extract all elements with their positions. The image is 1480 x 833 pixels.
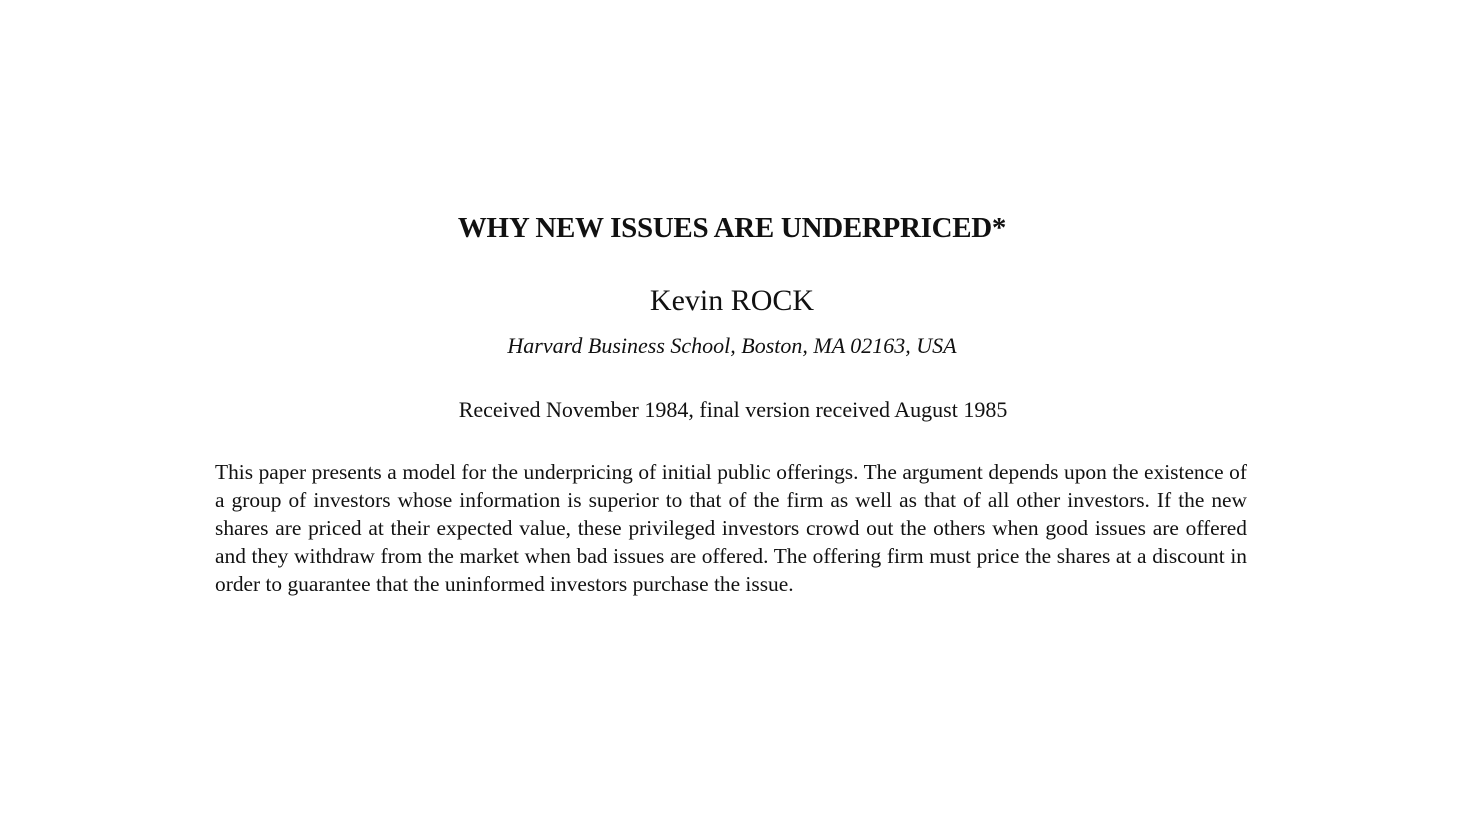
paper-title: WHY NEW ISSUES ARE UNDERPRICED* <box>457 212 1007 244</box>
author-affiliation: Harvard Business School, Boston, MA 02163, USA <box>507 333 957 358</box>
paper-author: Kevin ROCK <box>649 284 815 317</box>
received-dates: Received November 1984, final version received August 1985 <box>458 397 1008 422</box>
abstract-text: This paper presents a model for the underpricing of initial public offerings. The argument depends upon the existence of a group of investors whose information is superior to that of the firm as well as that of all other investors. If the new shares are priced at their expected value, these privileged investors crowd out the others when good issues are offered and they withdraw from the market when bad issues are offered. The offering firm must price the shares at a discount in order to guarantee that the uninformed investors purchase the issue. <box>215 460 1247 596</box>
